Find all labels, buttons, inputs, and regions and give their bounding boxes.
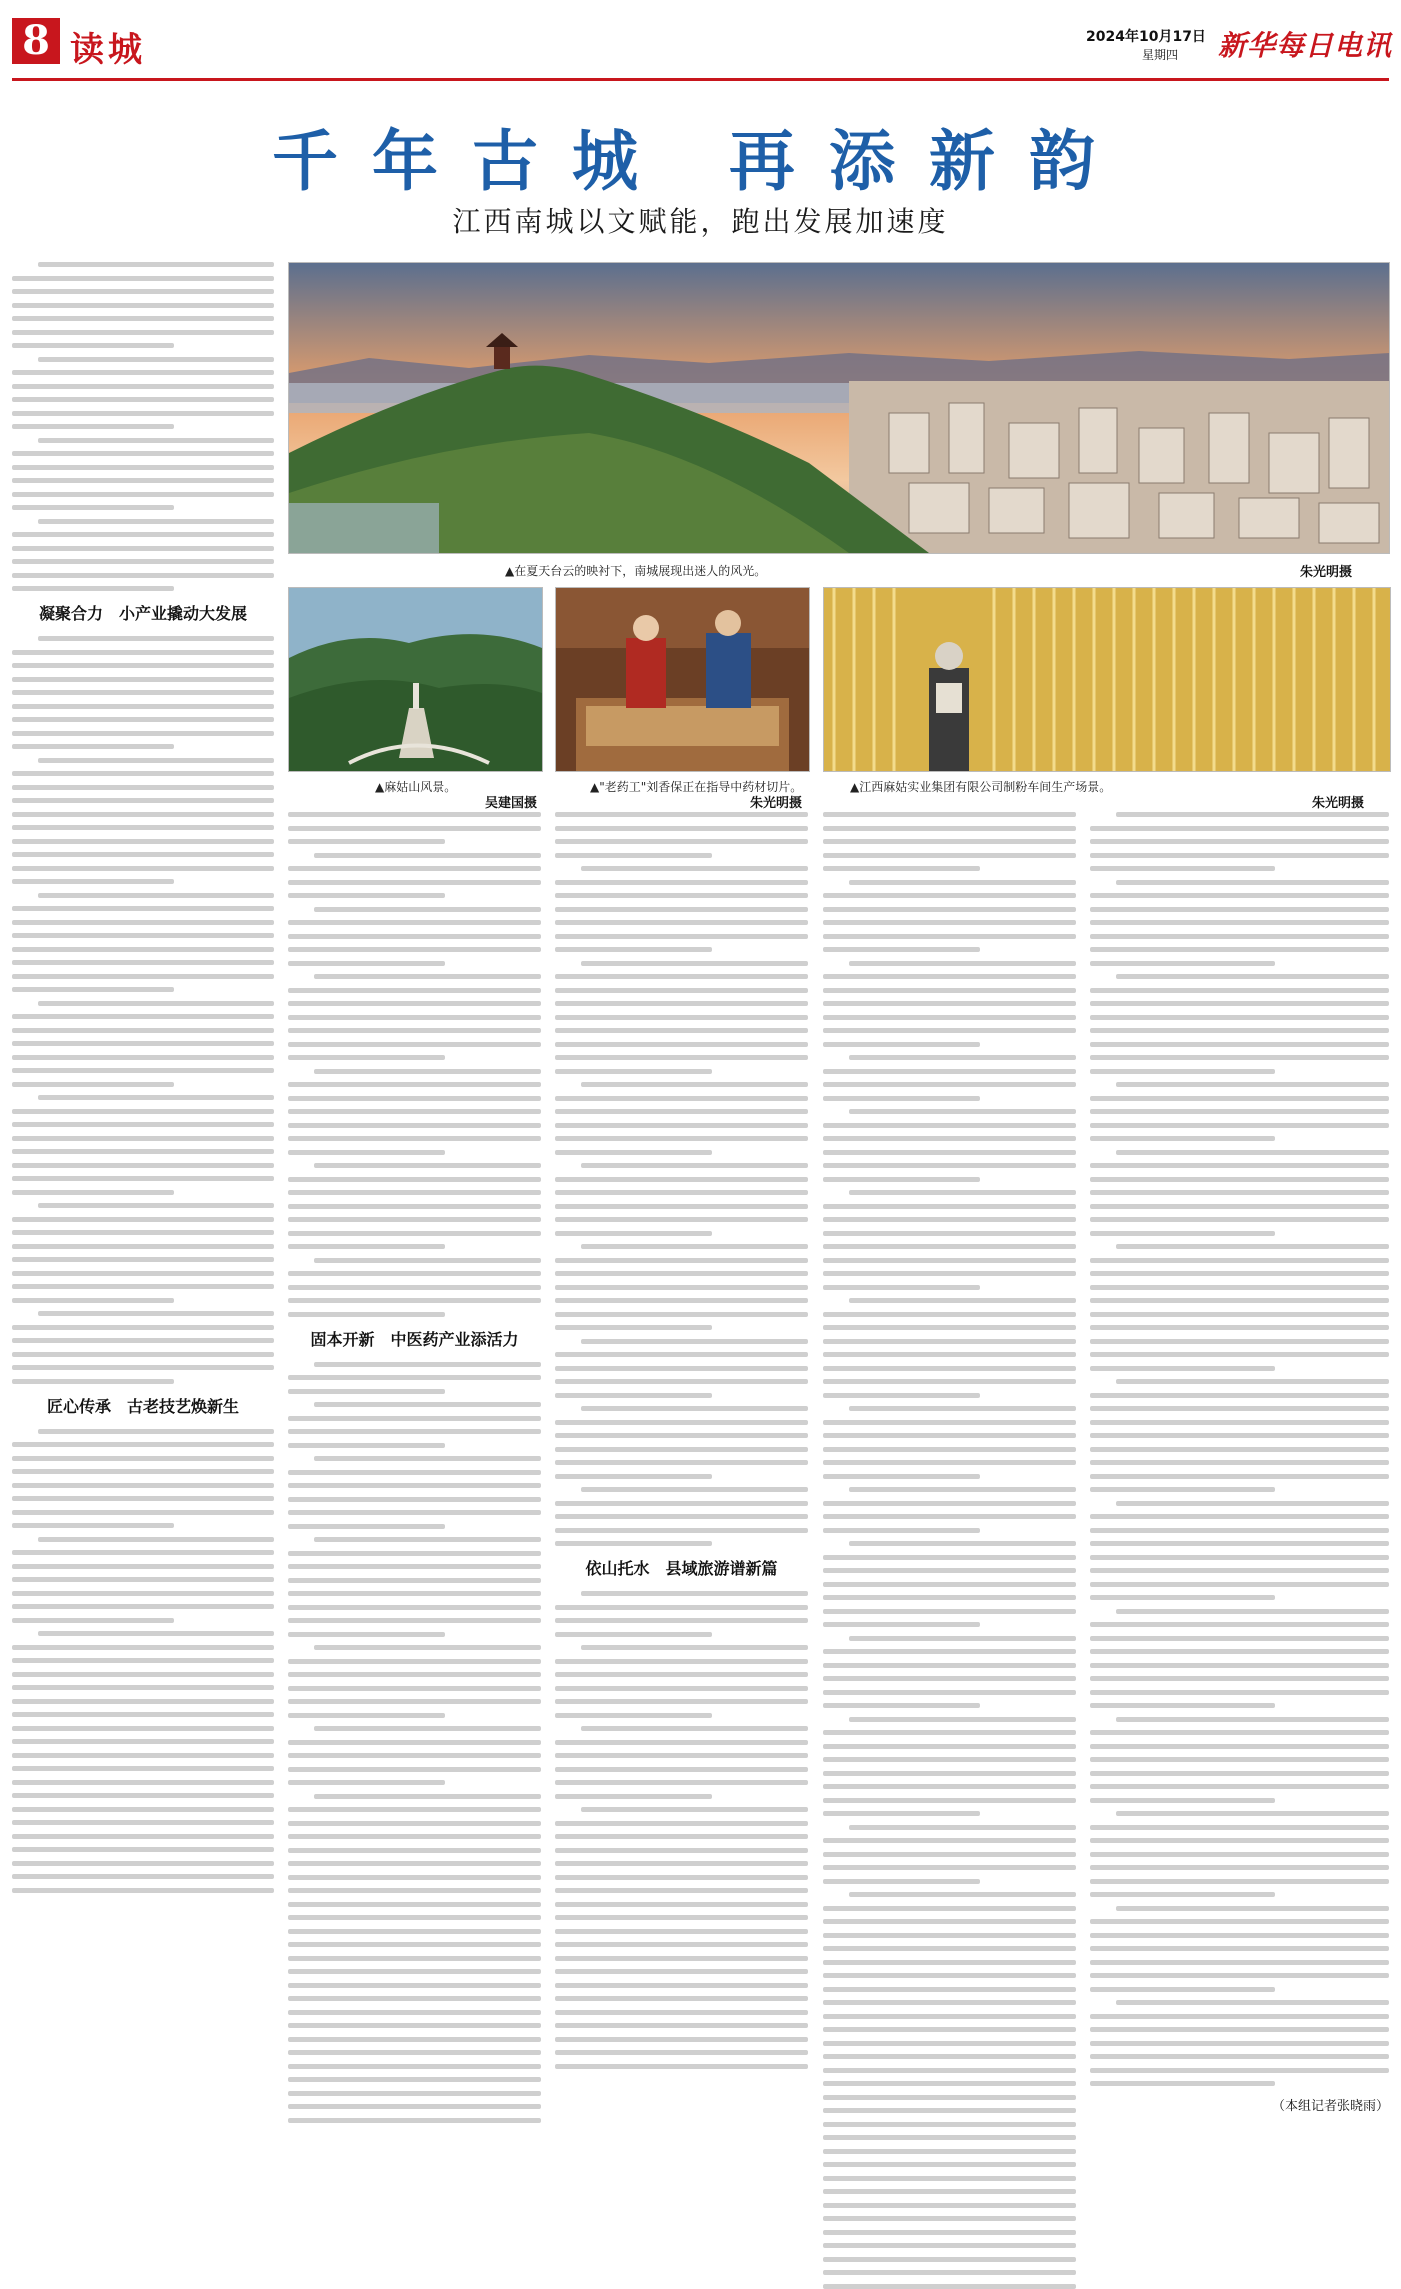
- paragraph: [555, 1082, 808, 1155]
- paragraph: [1090, 974, 1389, 1074]
- paragraph: [1090, 1244, 1389, 1371]
- author-byline: （本组记者张晓雨）: [1271, 2098, 1389, 2114]
- paragraph: [12, 893, 274, 993]
- paragraph: [12, 438, 274, 511]
- paragraph: [823, 1487, 1076, 1533]
- paragraph: [1090, 1717, 1389, 1803]
- paragraph: [1090, 1811, 1389, 1897]
- paragraph: [555, 1726, 808, 1799]
- paragraph: [1090, 1609, 1389, 1709]
- paragraph: [555, 961, 808, 1074]
- section-heading: 匠心传承 古老技艺焕新生: [46, 1396, 239, 1416]
- paragraph: [1090, 1150, 1389, 1236]
- issue-weekday: 星期四: [1142, 48, 1179, 62]
- paragraph: [823, 1055, 1076, 1101]
- article-column-4: [823, 812, 1076, 2022]
- paragraph: [12, 262, 274, 348]
- paragraph: [555, 1163, 808, 1236]
- paragraph: [288, 1163, 541, 1249]
- paragraph: [555, 1591, 808, 1637]
- issue-date: 2024年10月17日: [1086, 29, 1206, 45]
- paragraph: [1090, 1379, 1389, 1492]
- article-column-5: [1090, 812, 1389, 2114]
- paragraph: [823, 1892, 1076, 2289]
- paragraph: [12, 1537, 274, 1623]
- article-column-3: [555, 812, 808, 2022]
- paragraph: [1090, 1501, 1389, 1601]
- subheadline: 江西南城以文赋能，跑出发展加速度: [452, 205, 949, 238]
- paragraph: [823, 1825, 1076, 1884]
- herb-slicing-photo-credit: 朱光明摄: [750, 796, 803, 811]
- noodle-workshop-photo-credit: 朱光明摄: [1312, 796, 1365, 811]
- header-rule: [12, 78, 1389, 81]
- headline: 千年古城 再添新韵: [272, 122, 1129, 200]
- paragraph: [555, 1339, 808, 1398]
- paragraph: [288, 1726, 541, 1785]
- main-photo: [288, 262, 1390, 554]
- paragraph: [555, 866, 808, 952]
- article-column-2: [288, 812, 541, 2022]
- main-photo-credit: 朱光明摄: [1300, 565, 1353, 580]
- paragraph: [12, 1631, 274, 1893]
- paragraph: [823, 1406, 1076, 1479]
- noodle-workshop-photo-caption: ▲江西麻姑实业集团有限公司制粉车间生产场景。: [850, 780, 1112, 794]
- paragraph: [12, 636, 274, 749]
- paragraph: [1090, 1082, 1389, 1141]
- paragraph: [288, 1537, 541, 1637]
- main-photo-caption: ▲在夏天台云的映衬下，南城展现出迷人的风光。: [505, 564, 767, 578]
- section-heading: 凝聚合力 小产业撬动大发展: [38, 604, 247, 623]
- paragraph: [288, 1402, 541, 1448]
- paragraph: [823, 880, 1076, 953]
- paragraph: [288, 1362, 541, 1394]
- paragraph: [288, 812, 541, 844]
- paragraph: [12, 758, 274, 885]
- paragraph: [288, 1258, 541, 1317]
- paragraph: [555, 1645, 808, 1718]
- paragraph: [288, 1645, 541, 1718]
- paragraph: [823, 1717, 1076, 1817]
- paragraph: [823, 1541, 1076, 1627]
- paragraph: [823, 1190, 1076, 1290]
- paragraph: [823, 1298, 1076, 1398]
- paragraph: [288, 1794, 541, 2123]
- herb-slicing-photo-caption: ▲"老药工"刘香保正在指导中药材切片。: [590, 780, 803, 794]
- paragraph: [1090, 880, 1389, 966]
- section-name: 读城: [70, 30, 146, 70]
- paragraph: [12, 357, 274, 430]
- paragraph: [12, 1001, 274, 1087]
- noodle-workshop-photo: [823, 587, 1391, 772]
- paragraph: [555, 1807, 808, 2069]
- paragraph: [823, 961, 1076, 1047]
- section-heading: 依山托水 县域旅游谱新篇: [585, 1559, 778, 1578]
- paragraph: [288, 1069, 541, 1155]
- paragraph: [12, 519, 274, 592]
- paragraph: [555, 812, 808, 858]
- paragraph: [288, 1456, 541, 1529]
- paragraph: [1090, 2000, 1389, 2086]
- paragraph: [288, 853, 541, 899]
- section-heading: 固本开新 中医药产业添活力: [310, 1329, 519, 1349]
- herb-slicing-photo: [555, 587, 810, 772]
- paragraph: [12, 1429, 274, 1529]
- paragraph: [288, 907, 541, 966]
- paragraph: [12, 1203, 274, 1303]
- masthead-logo: 新华每日电讯: [1218, 29, 1393, 62]
- paragraph: [555, 1487, 808, 1546]
- paragraph: [12, 1311, 274, 1384]
- paragraph: [823, 1109, 1076, 1182]
- paragraph: [823, 812, 1076, 871]
- paragraph: [12, 1095, 274, 1195]
- paragraph: [555, 1406, 808, 1479]
- article-column-1: [12, 262, 274, 2022]
- paragraph: [1090, 1906, 1389, 1992]
- mountain-photo-credit: 吴建国摄: [485, 796, 538, 811]
- paragraph: [1090, 812, 1389, 871]
- paragraph: [823, 1636, 1076, 1709]
- paragraph: [555, 1244, 808, 1330]
- paragraph: [288, 974, 541, 1060]
- mountain-photo-caption: ▲麻姑山风景。: [375, 780, 457, 794]
- page-number: 8: [12, 18, 60, 64]
- mountain-photo: [288, 587, 543, 772]
